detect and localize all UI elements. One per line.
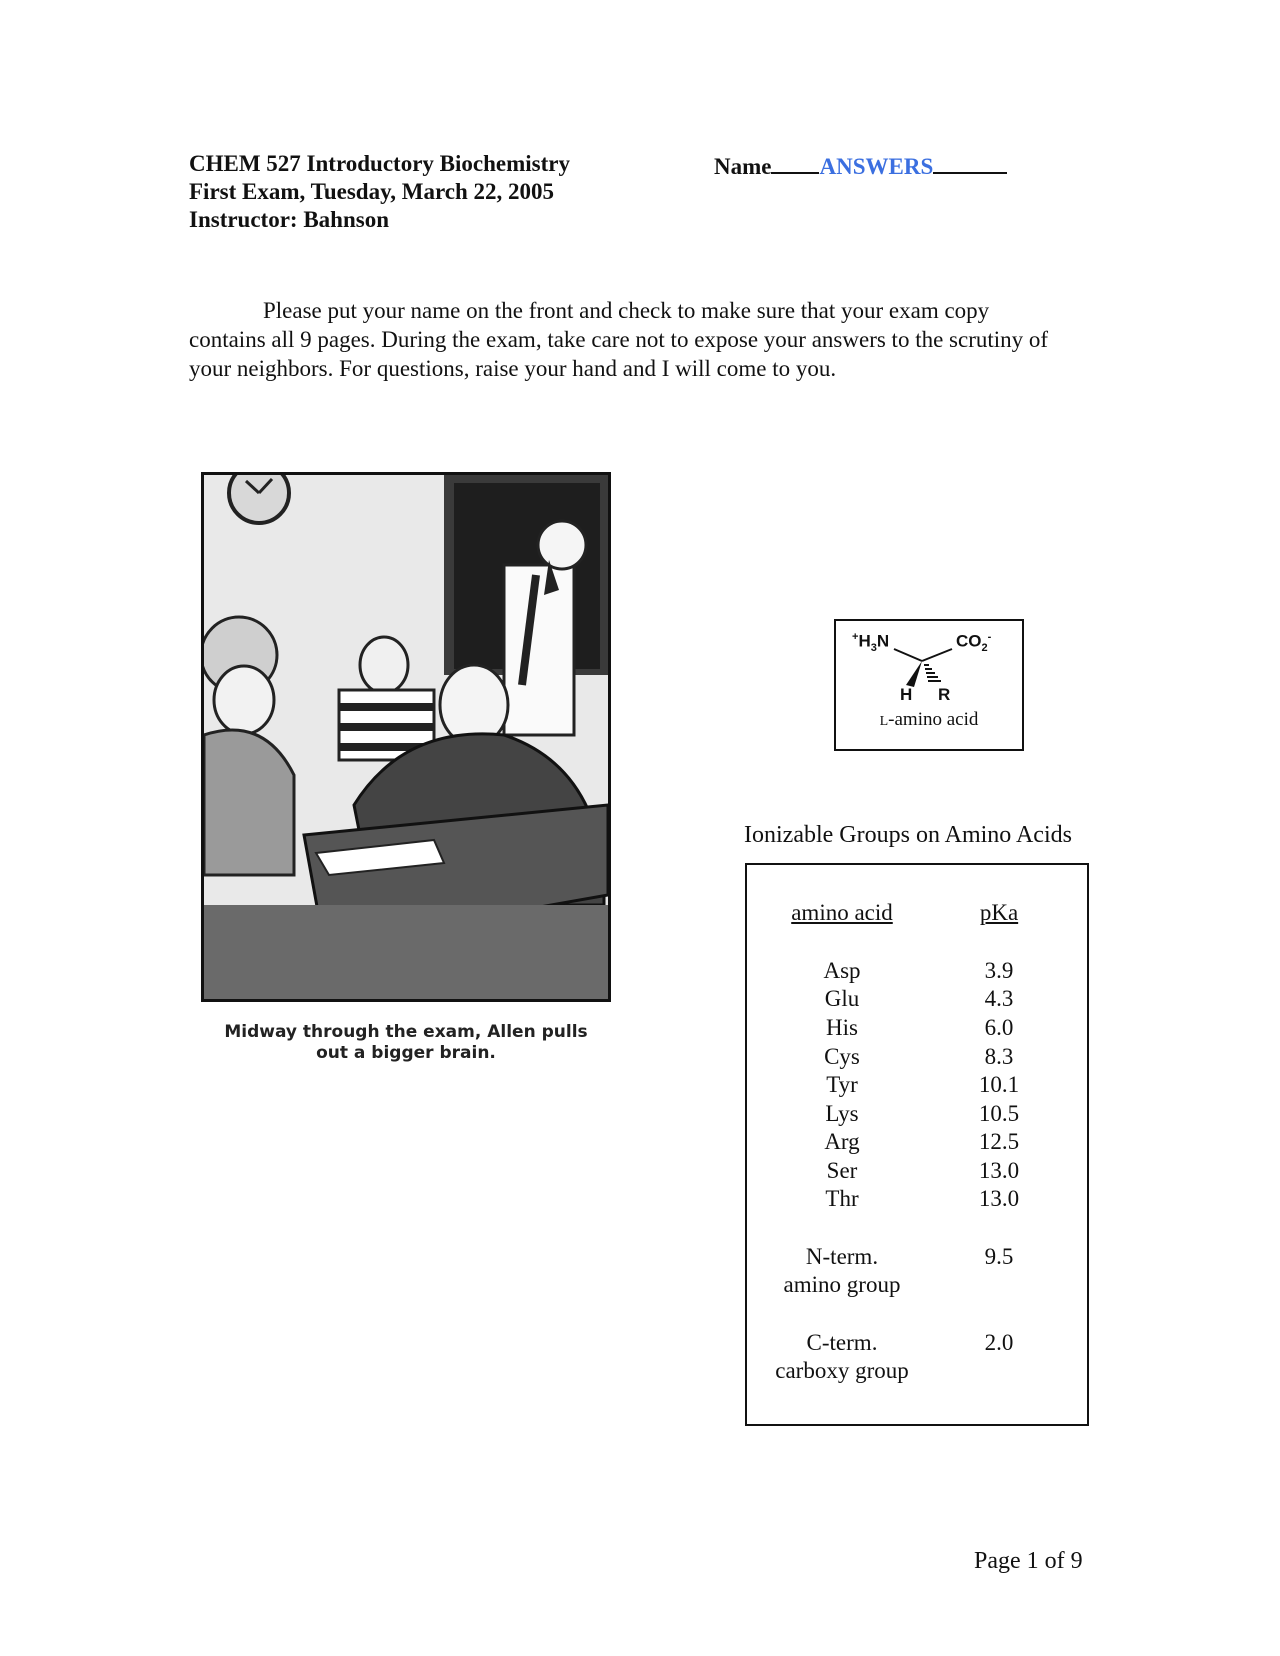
table-cell: 10.1: [978, 1072, 1020, 1097]
instructor: Instructor: Bahnson: [189, 207, 390, 232]
table-row: His: [826, 1015, 858, 1040]
table-row: Tyr: [826, 1072, 858, 1097]
structure-label: L-amino acid: [879, 709, 979, 730]
nterm-pka: 9.5: [984, 1244, 1014, 1269]
instructions-text: Please put your name on the front and check to make sure that your exam copy contains all 9 pages. During the exam, take care not to expose your answers to the scrutiny of your neighbors. For questions, raise your hand and I will come to you.: [189, 298, 1049, 381]
caption-line: Midway through the exam, Allen pulls: [224, 1022, 588, 1042]
cterm-label-2: carboxy group: [775, 1358, 909, 1383]
h-substituent: H: [900, 685, 913, 704]
page-number: Page 1 of 9: [974, 1548, 1083, 1574]
exam-title: First Exam, Tuesday, March 22, 2005: [189, 179, 555, 204]
table-cell: 10.5: [978, 1101, 1020, 1126]
table-row: Thr: [825, 1186, 859, 1211]
table-cell: 8.3: [984, 1044, 1014, 1069]
table-cell: 12.5: [978, 1129, 1020, 1154]
nterm-label: N-term.: [805, 1244, 879, 1269]
r-substituent: R: [938, 685, 951, 704]
caption-line: out a bigger brain.: [316, 1043, 496, 1063]
col-header-amino-acid: amino acid: [791, 900, 893, 925]
table-cell: 6.0: [984, 1015, 1014, 1040]
table-cell: 13.0: [978, 1186, 1020, 1211]
pka-table: [745, 863, 1089, 1426]
table-row: Arg: [824, 1129, 860, 1154]
table-cell: 13.0: [978, 1158, 1020, 1183]
table-title: Ionizable Groups on Amino Acids: [744, 822, 1072, 848]
table-cell: 3.9: [984, 958, 1014, 983]
cartoon-caption: [201, 1022, 611, 1064]
nterm-label-2: amino group: [783, 1272, 901, 1297]
table-cell: 4.3: [984, 986, 1014, 1011]
course-title: CHEM 527 Introductory Biochemistry: [189, 151, 570, 176]
cterm-group: $CO_2^-$: [956, 631, 992, 655]
name-label: Name: [714, 154, 772, 179]
col-header-pka: pKa: [979, 900, 1019, 925]
table-row: Glu: [824, 986, 860, 1011]
amino-acid-structure: [834, 619, 1024, 751]
name-answer: ANSWERS: [819, 154, 934, 179]
cartoon-illustration: [204, 475, 608, 999]
cartoon-image: [201, 472, 611, 1002]
cterm-pka: 2.0: [984, 1330, 1014, 1355]
nterm-group: $^+H_3N$: [852, 631, 890, 655]
table-row: Cys: [824, 1044, 860, 1069]
name-field[interactable]: [714, 150, 1007, 180]
table-row: Ser: [826, 1158, 858, 1183]
table-row: Asp: [823, 958, 861, 983]
instructions: [189, 296, 1069, 383]
table-row: Lys: [825, 1101, 859, 1126]
cterm-label: C-term.: [806, 1330, 878, 1355]
